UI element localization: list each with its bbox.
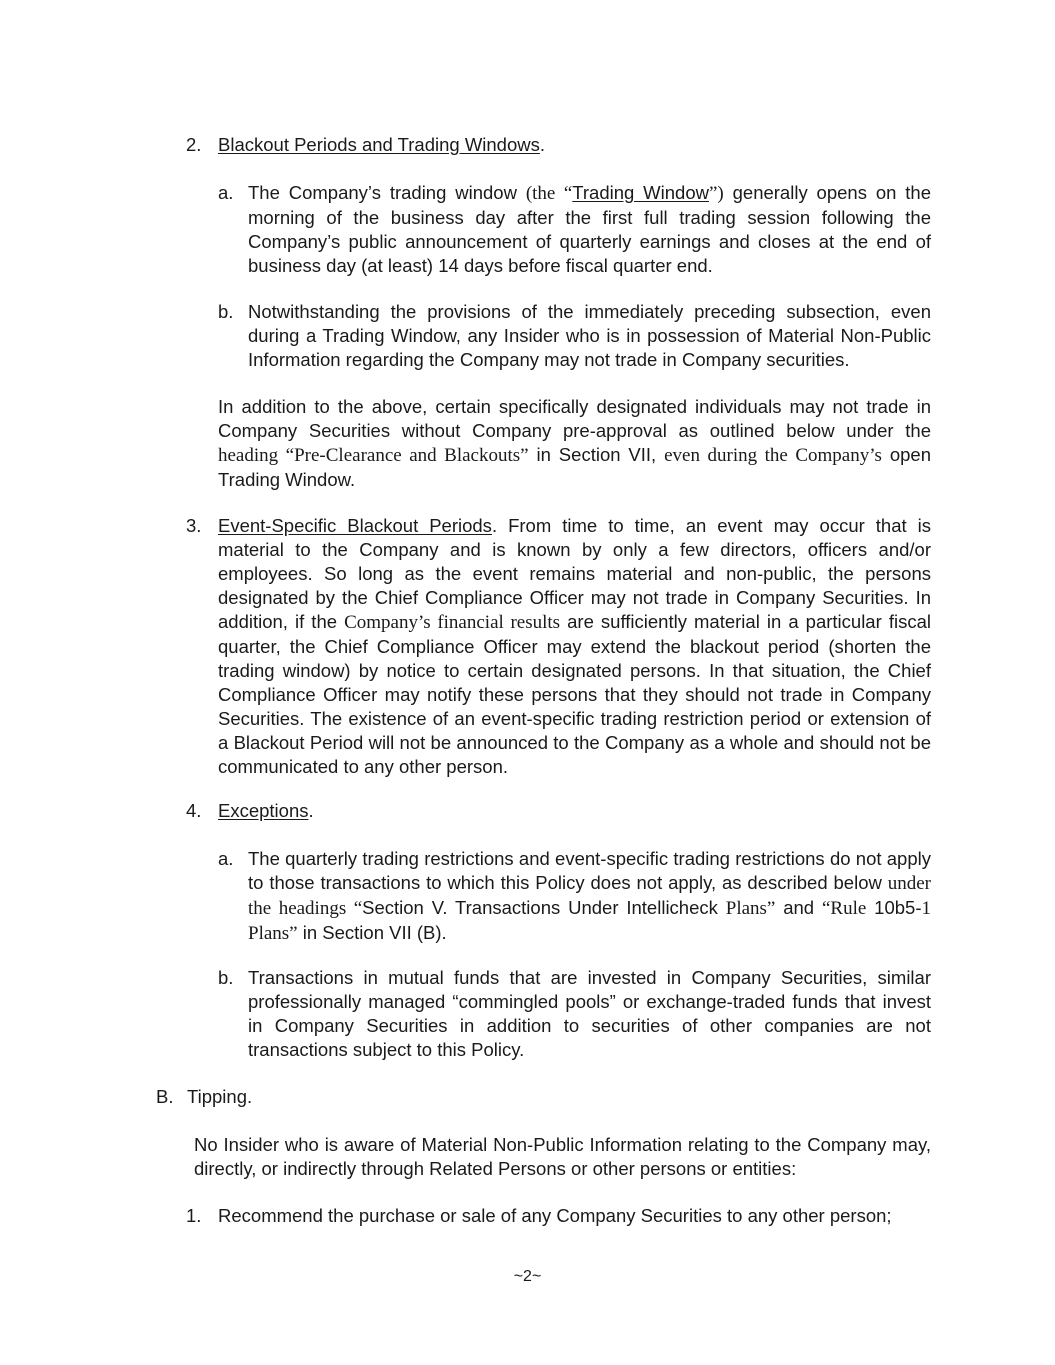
page-number: ~2~ [513,1268,542,1285]
item-b1-number: 1. [186,1205,202,1226]
section-4-number: 4. [186,800,202,821]
item-4a-label: a. [218,848,234,869]
section-4-heading: Exceptions. [218,800,314,821]
section-2-note: In addition to the above, certain specifically designated individuals may not trade in Company Securities without Company pre-approval as outlined below under the heading “Pre-Clearance and Blackouts” in Section VII, even during the Company’s open Trading Window. [218,396,931,490]
section-3-title: Event-Specific Blackout Periods [218,515,492,536]
item-4b-text: Transactions in mutual funds that are invested in Company Securities, similar professionally managed “commingled pools” or exchange-traded funds that invest in Company Securities in addition to securities of other companies are not transactions subject to this Policy. [248,967,931,1060]
item-4a-text: The quarterly trading restrictions and event-specific trading restrictions do not apply to those transactions to which this Policy does not apply, as described below under the headings “Section V. Transactions Under Intellicheck Plans” and “Rule 10b5-1 Plans” in Section VII (B). [248,848,931,944]
section-4-title: Exceptions [218,800,309,821]
section-b-title: Tipping. [187,1086,253,1107]
item-2b-text: Notwithstanding the provisions of the immediately preceding subsection, even during a Trading Window, any Insider who is in possession of Material Non-Public Information regarding the Company may not trade in Company securities. [248,301,931,370]
item-2a-label: a. [218,182,234,203]
section-2-title: Blackout Periods and Trading Windows [218,134,540,155]
item-2b-label: b. [218,301,234,322]
item-4b-label: b. [218,967,234,988]
item-2a-text: The Company’s trading window (the “Trading Window”) generally opens on the morning of the business day after the first full trading session following the Company’s public announcement of quarterly earnings and closes at the end of business day (at least) 14 days before fiscal quarter end. [248,182,931,276]
section-b-intro: No Insider who is aware of Material Non-Public Information relating to the Company may, directly, or indirectly through Related Persons or other persons or entities: [194,1134,931,1179]
section-2-number: 2. [186,134,202,155]
trading-window-term: Trading Window [572,182,709,203]
item-b1-text: Recommend the purchase or sale of any Company Securities to any other person; [218,1205,892,1226]
section-3-text: Event-Specific Blackout Periods. From time to time, an event may occur that is material to the Company and is known by only a few directors, officers and/or employees. So long as the event remains material and non-public, the persons designated by the Chief Compliance Officer may not trade in Company Securities. In addition, if the Company’s financial results are sufficiently material in a particular fiscal quarter, the Chief Compliance Officer may extend the blackout period (shorten the trading window) by notice to certain designated persons. In that situation, the Chief Compliance Officer may notify these persons that they should not trade in Company Securities. The existence of an event-specific trading restriction period or extension of a Blackout Period will not be announced to the Company as a whole and should not be communicated to any other person. [218,515,931,777]
section-3-number: 3. [186,515,202,536]
section-2-heading: Blackout Periods and Trading Windows. [218,134,546,155]
section-b-letter: B. [156,1086,174,1107]
